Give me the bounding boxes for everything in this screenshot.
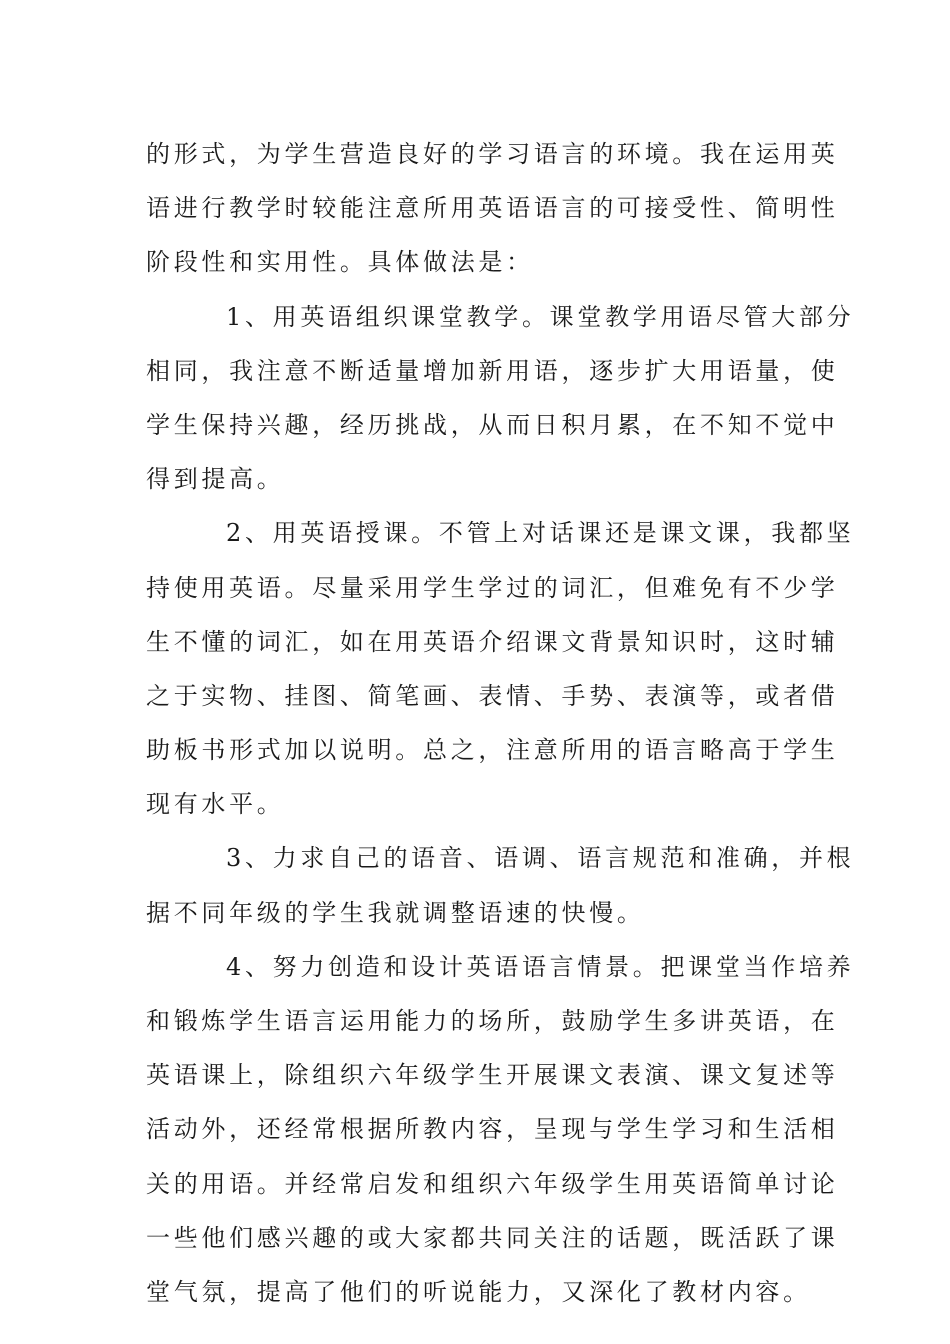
text-line: 现有水平。	[146, 790, 285, 819]
text-line: 4、努力创造和设计英语语言情景。把课堂当作培养	[226, 952, 855, 981]
text-line: 持使用英语。尽量采用学生学过的词汇，但难免有不少学	[146, 573, 839, 602]
text-line: 语进行教学时较能注意所用英语语言的可接受性、简明性	[146, 194, 839, 223]
text-line: 英语课上，除组织六年级学生开展课文表演、课文复述等	[146, 1061, 839, 1090]
text-line: 得到提高。	[146, 465, 285, 494]
text-line: 和锻炼学生语言运用能力的场所，鼓励学生多讲英语，在	[146, 1007, 839, 1035]
text-line: 之于实物、挂图、简笔画、表情、手势、表演等，或者借	[146, 681, 839, 710]
text-line: 阶段性和实用性。具体做法是：	[146, 248, 534, 277]
text-line: 据不同年级的学生我就调整语速的快慢。	[146, 898, 645, 927]
text-line: 关的用语。并经常启发和组织六年级学生用英语简单讨论	[146, 1169, 839, 1198]
text-line: 学生保持兴趣，经历挑战，从而日积月累，在不知不觉中	[146, 410, 839, 439]
text-line: 一些他们感兴趣的或大家都共同关注的话题，既活跃了课	[146, 1223, 839, 1252]
text-line: 助板书形式加以说明。总之，注意所用的语言略高于学生	[146, 736, 839, 765]
body-text	[146, 127, 855, 1319]
text-line: 相同，我注意不断适量增加新用语，逐步扩大用语量，使	[146, 356, 839, 385]
text-line: 活动外，还经常根据所教内容，呈现与学生学习和生活相	[146, 1115, 839, 1144]
text-line: 生不懂的词汇，如在用英语介绍课文背景知识时，这时辅	[146, 627, 839, 656]
text-line: 2、用英语授课。不管上对话课还是课文课，我都坚	[226, 519, 855, 548]
text-line: 3、力求自己的语音、语调、语言规范和准确，并根	[226, 844, 855, 873]
text-line: 堂气氛，提高了他们的听说能力，又深化了教材内容。	[146, 1277, 811, 1306]
text-line: 1、用英语组织课堂教学。课堂教学用语尽管大部分	[226, 302, 855, 331]
text-line: 的形式，为学生营造良好的学习语言的环境。我在运用英	[146, 140, 839, 168]
